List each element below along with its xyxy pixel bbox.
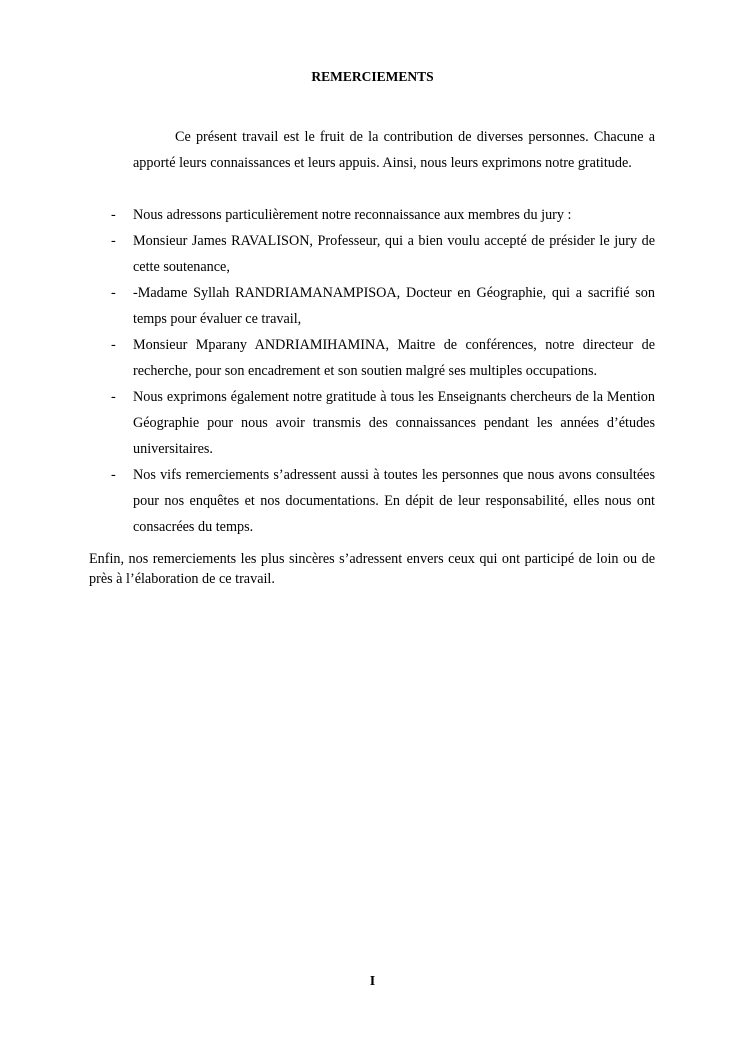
list-item-text: Nous adressons particulièrement notre reconnaissance aux membres du jury :	[133, 207, 572, 223]
bullet-marker: -	[111, 467, 116, 483]
intro-paragraph: Ce présent travail est le fruit de la contribution de diverses personnes. Chacune a apporté leurs connaissances et leurs appuis. Ainsi, nous leurs exprimons notre gratitude.	[133, 129, 655, 171]
closing-paragraph: Enfin, nos remerciements les plus sincères s’adressent envers ceux qui ont participé de loin ou de près à l’élaboration de ce travail.	[89, 551, 655, 587]
list-item-text: Monsieur James RAVALISON, Professeur, qui a bien voulu accepté de présider le jury de cette soutenance,	[133, 233, 655, 275]
list-item	[111, 332, 655, 384]
bullet-marker: -	[111, 207, 116, 223]
bullet-marker: -	[111, 233, 116, 249]
list-item	[111, 228, 655, 280]
bullet-marker: -	[111, 389, 116, 405]
list-item	[111, 202, 655, 228]
list-item	[111, 462, 655, 540]
acknowledgement-list	[111, 202, 655, 540]
bullet-marker: -	[111, 337, 116, 353]
bullet-marker: -	[111, 285, 116, 301]
page-title: REMERCIEMENTS	[311, 69, 434, 84]
page-number: I	[369, 974, 376, 989]
list-item-text: Nous exprimons également notre gratitude à tous les Enseignants chercheurs de la Mention Géographie pour nous avoir transmis des connaissances pendant les années d’études universitaires.	[133, 389, 655, 457]
list-item-text: -Madame Syllah RANDRIAMANAMPISOA, Docteur en Géographie, qui a sacrifié son temps pour évaluer ce travail,	[133, 285, 655, 327]
list-item	[111, 384, 655, 462]
list-item	[111, 280, 655, 332]
list-item-text: Monsieur Mparany ANDRIAMIHAMINA, Maitre de conférences, notre directeur de recherche, pour son encadrement et son soutien malgré ses multiples occupations.	[133, 337, 655, 379]
list-item-text: Nos vifs remerciements s’adressent aussi à toutes les personnes que nous avons consultées pour nos enquêtes et nos documentations. En dépit de leur responsabilité, elles nous ont consacrées du temps.	[133, 467, 655, 535]
